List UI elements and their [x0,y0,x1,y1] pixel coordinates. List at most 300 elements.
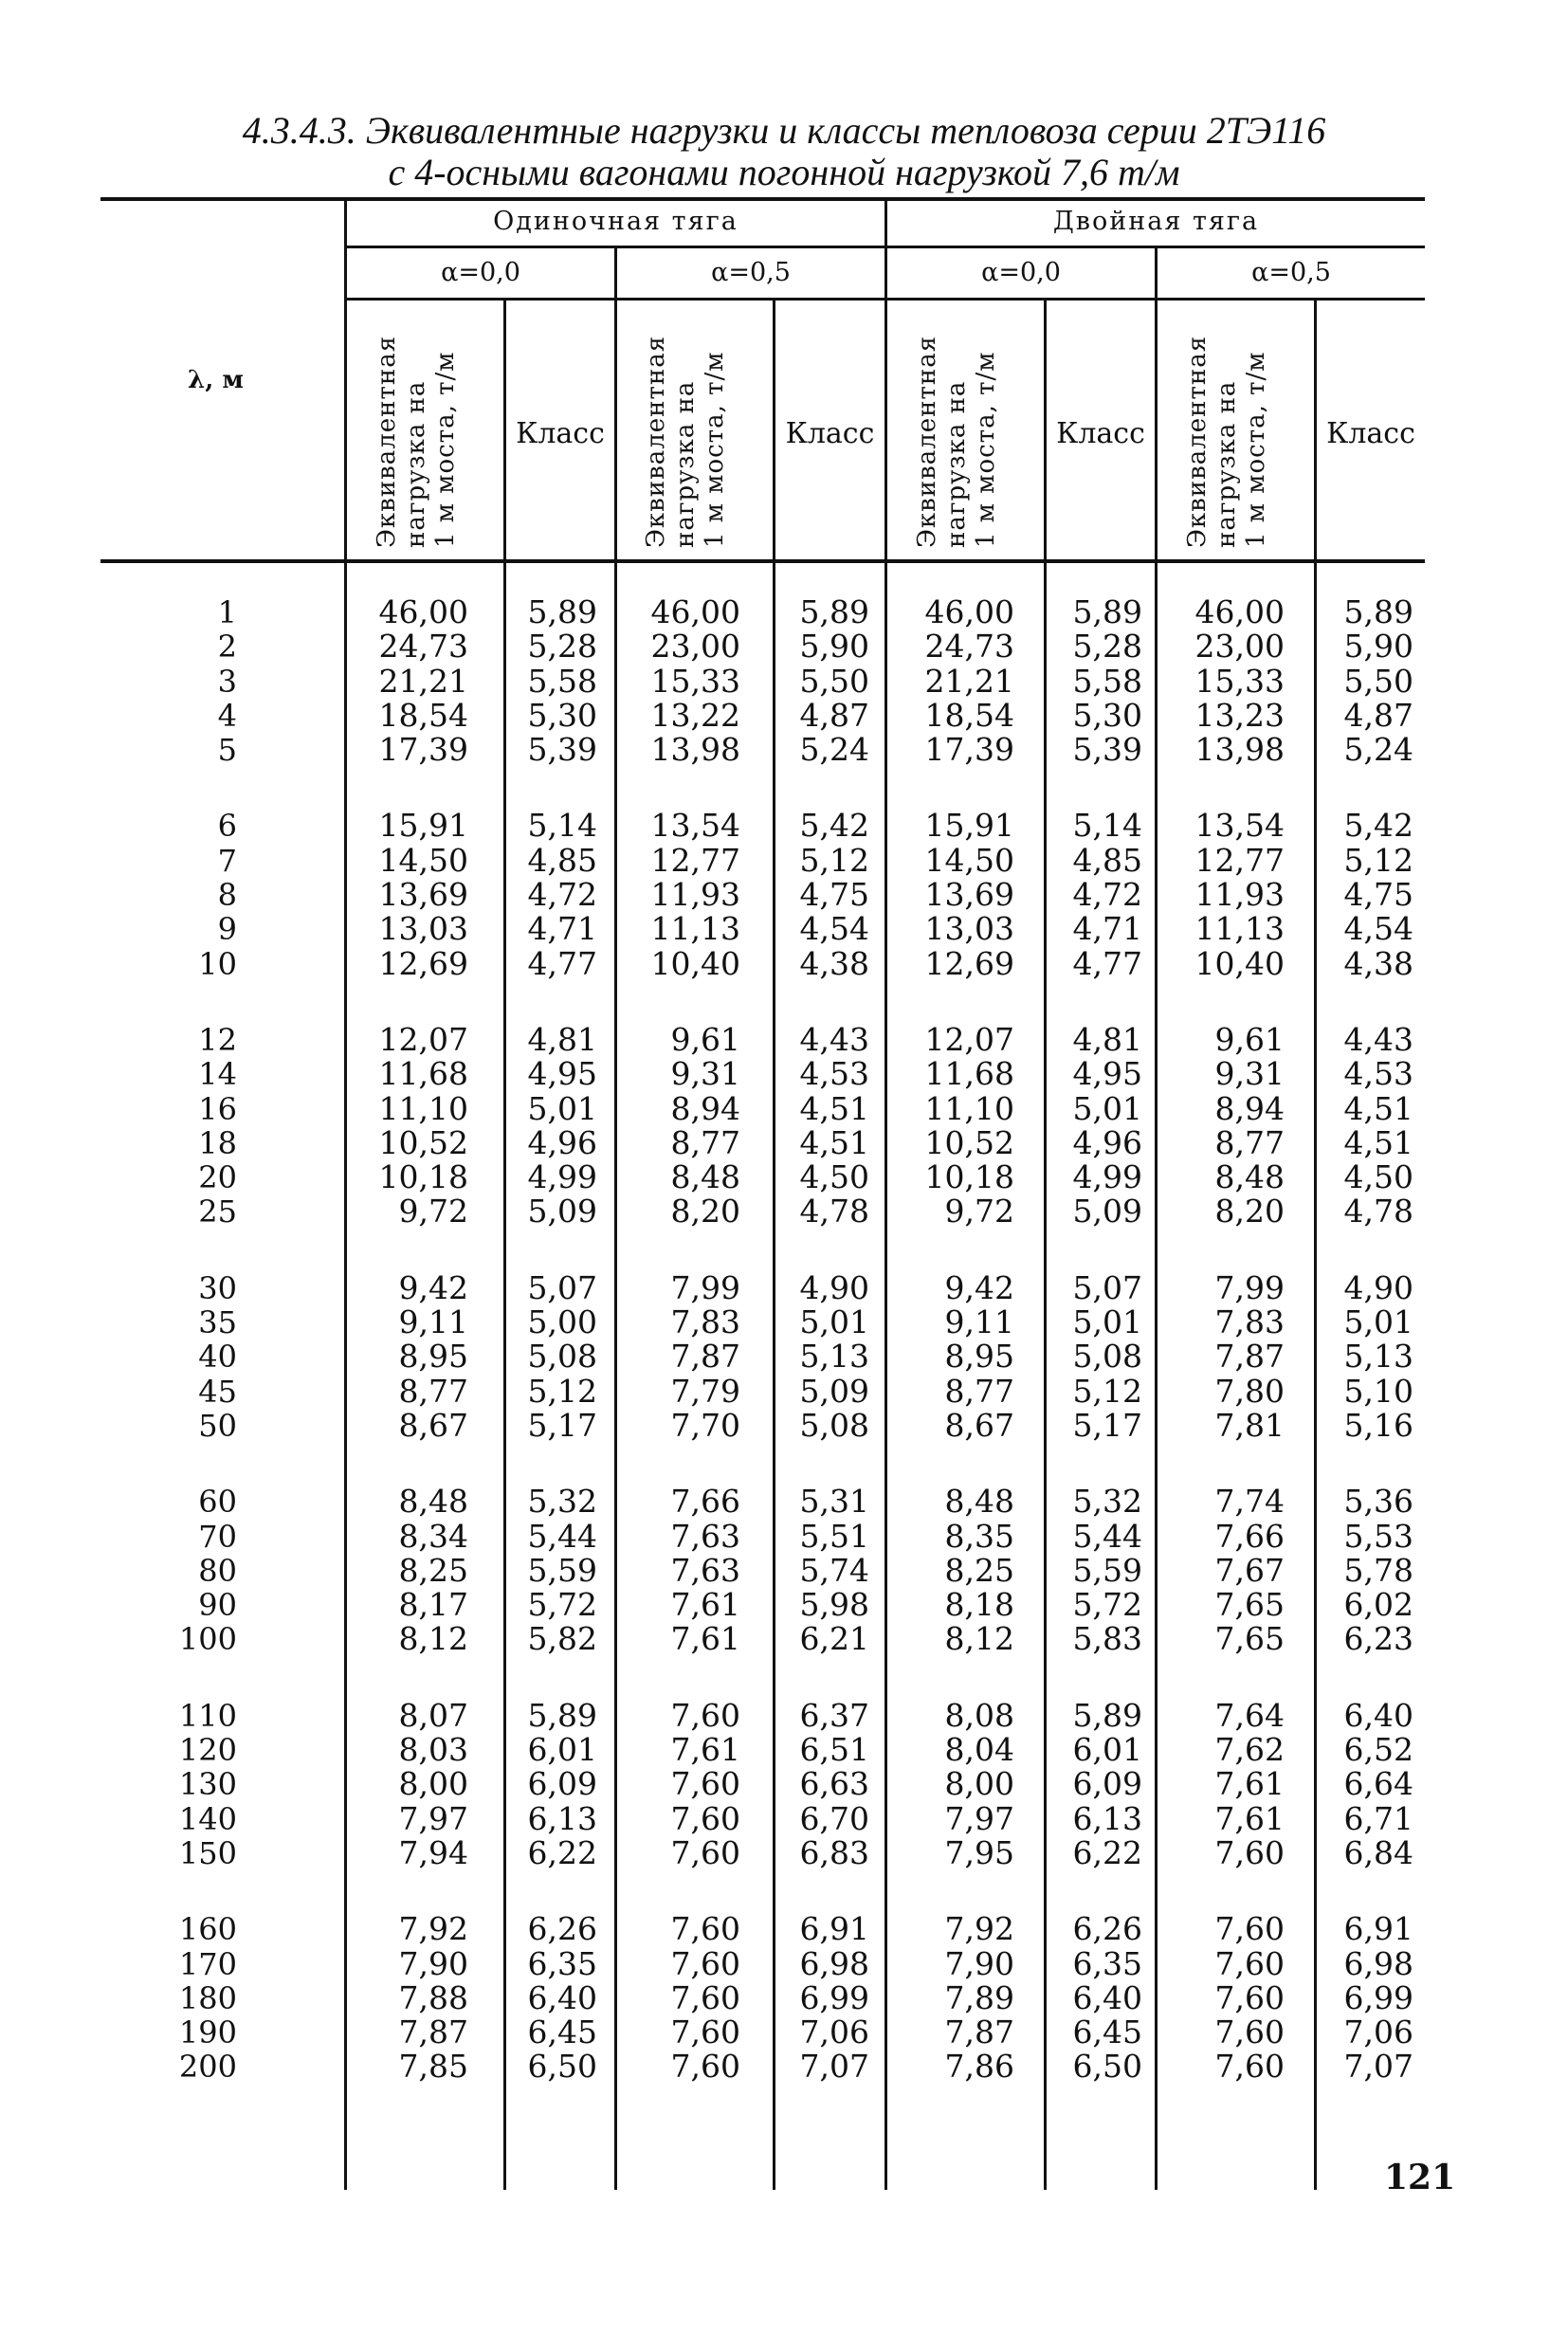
table-cell: 13,03 [378,910,468,948]
group-spacer [1052,1443,1142,1485]
table-cell: 7,60 [1214,1910,1285,1948]
table-cell: 7,94 [398,1833,468,1871]
group-spacer [901,1230,1014,1271]
group-spacer [779,1657,869,1699]
group-spacer [779,767,869,809]
group-spacer [1322,1870,1413,1912]
table-cell: 7,83 [1214,1303,1285,1341]
group-spacer [512,1443,597,1485]
table-cell: 8,67 [944,1406,1014,1444]
table-cell: 4,71 [527,910,597,948]
table-cell: 14 [198,1056,237,1093]
table-cell: 110 [178,1697,237,1734]
table-cell: 5,08 [1072,1338,1142,1376]
group-spacer [512,767,597,809]
table-cell: 6,21 [799,1620,869,1658]
table-cell: 11,93 [1194,876,1285,914]
table-cell: 6,22 [527,1833,597,1871]
table-cell: 5,07 [1072,1268,1142,1306]
table-cell: 12,07 [378,1020,468,1058]
table-cell: 7,83 [670,1303,740,1341]
table-cell: 6,01 [1072,1731,1142,1769]
table-cell: 7,60 [1214,1833,1285,1871]
group-spacer [1052,1230,1142,1271]
table-cell: 5,09 [527,1193,597,1230]
table-cell: 6,35 [527,1944,597,1982]
table-cell: 5,01 [1072,1089,1142,1127]
table-cell: 5,13 [1343,1338,1413,1376]
table-cell: 6,64 [1343,1765,1413,1803]
caption-line-2: с 4-осными вагонами погонной нагрузкой 7,6 т/м [388,151,1180,193]
header-double-alpha-05: α=0,5 [1251,258,1331,287]
table-cell: 7,89 [944,1978,1014,2016]
table-cell: 7,66 [670,1483,740,1521]
table-cell: 5,01 [1072,1303,1142,1341]
table-cell: 8,48 [398,1483,468,1521]
table-cell: 7,60 [670,2014,740,2051]
group-spacer [779,1443,869,1485]
table-cell: 6,26 [1072,1910,1142,1948]
table-cell: 6,51 [799,1731,869,1769]
table-cell: 7,80 [1214,1372,1285,1410]
table-cell: 8,07 [398,1696,468,1734]
group-spacer [779,1230,869,1271]
table-cell: 6,01 [527,1731,597,1769]
group-spacer [630,1657,740,1699]
table-cell: 7,99 [670,1268,740,1306]
table-cell: 5,16 [1343,1406,1413,1444]
table-cell: 5,01 [799,1303,869,1341]
table-cell: 50 [198,1407,237,1444]
table-cell: 40 [198,1339,237,1376]
table-cell: 4,85 [1072,841,1142,879]
table-cell: 7,92 [398,1910,468,1948]
table-cell: 7,92 [944,1910,1014,1948]
table-cell: 6,37 [799,1696,869,1734]
table-cell: 7,60 [1214,2048,1285,2086]
table-cell: 46,00 [650,593,740,630]
table-cell: 60 [198,1484,237,1521]
table-cell: 6,45 [1072,2014,1142,2051]
table-cell: 8,48 [670,1158,740,1196]
table-cell: 7,60 [670,1910,740,1948]
table-cell: 9,72 [398,1193,468,1230]
table-cell: 10,18 [924,1158,1014,1196]
table-cell: 11,10 [924,1089,1014,1127]
table-cell: 100 [178,1621,237,1658]
table-cell: 4,85 [527,841,597,879]
group-spacer [1171,1443,1285,1485]
table-cell: 7,87 [398,2014,468,2051]
table-cell: 4,43 [799,1020,869,1058]
table-cell: 9,11 [944,1303,1014,1341]
table-cell: 18,54 [924,696,1014,734]
table-cell: 8,48 [944,1483,1014,1521]
table-cell: 5,01 [1343,1303,1413,1341]
table-cell: 5,39 [1072,731,1142,769]
table-cell: 4,87 [1343,696,1413,734]
group-spacer [901,1870,1014,1912]
group-spacer [360,981,468,1023]
table-cell: 90 [198,1587,237,1624]
table-cell: 9 [217,911,237,948]
table-cell: 10,18 [378,1158,468,1196]
table-cell: 9,42 [398,1268,468,1306]
table-cell: 15,33 [650,662,740,700]
table-cell: 5,59 [527,1551,597,1589]
table-cell: 15,91 [924,807,1014,845]
table-cell: 4,95 [1072,1055,1142,1093]
header-single-a05-load: Эквивалентная нагрузка на 1 м моста, т/м [642,335,729,548]
table-cell: 5,07 [527,1268,597,1306]
table-cell: 25 [198,1194,237,1230]
table-cell: 46,00 [1194,593,1285,630]
group-spacer [512,1870,597,1912]
group-spacer [152,1230,237,1271]
table-cell: 7,60 [670,1944,740,1982]
table-cell: 8,12 [944,1620,1014,1658]
group-spacer [901,1657,1014,1699]
column-single-a00-load [360,595,468,2085]
table-cell: 9,72 [944,1193,1014,1230]
header-bottom-rule [100,559,1425,563]
table-cell: 10,52 [924,1123,1014,1161]
table-cell: 180 [178,1979,237,2016]
table-cell: 5,51 [799,1517,869,1555]
table-cell: 5,90 [1343,628,1413,665]
table-cell: 8,18 [944,1586,1014,1624]
group-spacer [901,1443,1014,1485]
table-cell: 6,13 [527,1799,597,1837]
group-spacer [630,981,740,1023]
table-cell: 5,17 [1072,1406,1142,1444]
divider-single-a05 [773,301,775,2190]
table-cell: 4,81 [1072,1020,1142,1058]
header-single-a05-class: Класс [785,417,875,450]
table-cell: 5,00 [527,1303,597,1341]
table-cell: 7,61 [670,1620,740,1658]
table-cell: 1 [217,594,237,630]
table-cell: 35 [198,1304,237,1341]
table-cell: 8,35 [944,1517,1014,1555]
table-cell: 7,65 [1214,1586,1285,1624]
table-cell: 24,73 [378,628,468,665]
table-cell: 8,67 [398,1406,468,1444]
table-cell: 6,09 [527,1765,597,1803]
table-cell: 6,50 [527,2048,597,2086]
header-double-a00-load: Эквивалентная нагрузка на 1 м моста, т/м [913,335,1000,548]
table-cell: 5,72 [527,1586,597,1624]
table-cell: 6,52 [1343,1731,1413,1769]
table-cell: 8,94 [1214,1089,1285,1127]
table-cell: 8,12 [398,1620,468,1658]
table-cell: 4,38 [799,944,869,982]
table-cell: 7,85 [398,2048,468,2086]
table-cell: 5,74 [799,1551,869,1589]
table-cell: 120 [178,1732,237,1769]
table-cell: 5,50 [1343,662,1413,700]
table-cell: 9,42 [944,1268,1014,1306]
table-cell: 5,58 [527,662,597,700]
table-cell: 7,65 [1214,1620,1285,1658]
header-lambda: λ, м [188,366,244,394]
table-cell: 5,53 [1343,1517,1413,1555]
table-cell: 11,13 [1194,910,1285,948]
table-cell: 8,77 [398,1372,468,1410]
table-cell: 6,23 [1343,1620,1413,1658]
table-cell: 4,77 [527,944,597,982]
group-spacer [512,1230,597,1271]
table-cell: 4,72 [1072,876,1142,914]
table-top-rule [100,197,1425,201]
group-spacer [360,1230,468,1271]
table-cell: 4,90 [1343,1268,1413,1306]
table-cell: 5,89 [799,593,869,630]
table-cell: 7,60 [670,1833,740,1871]
table-cell: 10,40 [650,944,740,982]
table-cell: 5,83 [1072,1620,1142,1658]
table-cell: 12,77 [1194,841,1285,879]
table-cell: 8,48 [1214,1158,1285,1196]
table-cell: 23,00 [650,628,740,665]
table-cell: 4,50 [799,1158,869,1196]
table-cell: 150 [178,1834,237,1871]
table-cell: 12,77 [650,841,740,879]
table-cell: 5,89 [1072,1696,1142,1734]
table-cell: 5,13 [799,1338,869,1376]
table-cell: 5,72 [1072,1586,1142,1624]
table-cell: 6,63 [799,1765,869,1803]
table-cell: 5,89 [527,1696,597,1734]
table-cell: 4,43 [1343,1020,1413,1058]
table-cell: 4,87 [799,696,869,734]
table-cell: 7,90 [944,1944,1014,1982]
table-cell: 14,50 [378,841,468,879]
table-cell: 8,20 [670,1193,740,1230]
table-cell: 5,09 [1072,1193,1142,1230]
column-double-a05-class [1322,595,1413,2085]
header-single-alpha-05: α=0,5 [711,258,791,287]
table-cell: 8,94 [670,1089,740,1127]
table-cell: 15,33 [1194,662,1285,700]
table-cell: 13,69 [924,876,1014,914]
table-cell: 4,99 [527,1158,597,1196]
table-cell: 6,99 [799,1978,869,2016]
table-cell: 7,61 [670,1731,740,1769]
table-cell: 7,67 [1214,1551,1285,1589]
table-cell: 5,24 [799,731,869,769]
column-lambda [152,595,237,2085]
table-cell: 7 [217,842,237,879]
table-cell: 7,61 [1214,1765,1285,1803]
table-cell: 8,20 [1214,1193,1285,1230]
table-cell: 8,08 [944,1696,1014,1734]
table-cell: 5,31 [799,1483,869,1521]
table-cell: 6,13 [1072,1799,1142,1837]
table-cell: 13,54 [650,807,740,845]
table-cell: 5,50 [799,662,869,700]
table-cell: 5,28 [527,628,597,665]
table-cell: 5,78 [1343,1551,1413,1589]
table-cell: 45 [198,1373,237,1410]
table-cell: 11,93 [650,876,740,914]
table-cell: 17,39 [924,731,1014,769]
table-cell: 5,12 [527,1372,597,1410]
group-spacer [152,1870,237,1912]
table-cell: 9,61 [1214,1020,1285,1058]
table-cell: 6,40 [1343,1696,1413,1734]
group-spacer [152,1657,237,1699]
table-cell: 13,22 [650,696,740,734]
group-spacer [901,767,1014,809]
table-cell: 5,89 [1343,593,1413,630]
table-cell: 7,90 [398,1944,468,1982]
table-cell: 140 [178,1800,237,1837]
table-cell: 6,98 [799,1944,869,1982]
table-cell: 46,00 [378,593,468,630]
group-spacer [1322,981,1413,1023]
table-cell: 5,90 [799,628,869,665]
table-cell: 5,58 [1072,662,1142,700]
table-cell: 5,32 [1072,1483,1142,1521]
group-spacer [1322,1657,1413,1699]
table-cell: 18,54 [378,696,468,734]
table-cell: 8,25 [944,1551,1014,1589]
table-cell: 6,91 [1343,1910,1413,1948]
group-spacer [1052,767,1142,809]
column-double-a00-load [901,595,1014,2085]
table-cell: 13,54 [1194,807,1285,845]
table-cell: 6,02 [1343,1586,1413,1624]
group-spacer [630,1443,740,1485]
table-cell: 7,06 [799,2014,869,2051]
table-cell: 4,38 [1343,944,1413,982]
table-cell: 8,25 [398,1551,468,1589]
table-cell: 4,78 [1343,1193,1413,1230]
table-cell: 7,07 [799,2048,869,2086]
table-cell: 7,97 [398,1799,468,1837]
table-cell: 4,51 [799,1089,869,1127]
table-cell: 7,61 [1214,1799,1285,1837]
table-cell: 7,74 [1214,1483,1285,1521]
table-cell: 6,84 [1343,1833,1413,1871]
table-cell: 46,00 [924,593,1014,630]
table-cell: 7,66 [1214,1517,1285,1555]
table-cell: 6,26 [527,1910,597,1948]
group-spacer [1171,1230,1285,1271]
table-cell: 7,62 [1214,1731,1285,1769]
table-cell: 21,21 [378,662,468,700]
group-spacer [1322,1443,1413,1485]
table-cell: 9,11 [398,1303,468,1341]
header-double-traction: Двойная тяга [1052,207,1260,236]
header-double-a00-class: Класс [1056,417,1145,450]
divider-double-alpha [1155,248,1158,2190]
table-cell: 4,95 [527,1055,597,1093]
table-cell: 4,53 [1343,1055,1413,1093]
table-cell: 5,89 [527,593,597,630]
table-cell: 7,81 [1214,1406,1285,1444]
table-cell: 5,98 [799,1586,869,1624]
group-spacer [1322,1230,1413,1271]
table-cell: 2 [217,629,237,665]
table-cell: 5,39 [527,731,597,769]
table-cell: 18 [198,1124,237,1161]
group-spacer [901,981,1014,1023]
table-cell: 4,75 [1343,876,1413,914]
group-spacer [1322,767,1413,809]
table-cell: 160 [178,1911,237,1948]
divider-double-a05 [1314,301,1317,2190]
table-cell: 10 [198,945,237,982]
table-cell: 4,77 [1072,944,1142,982]
table-cell: 30 [198,1269,237,1306]
table-cell: 8,77 [944,1372,1014,1410]
table-cell: 6 [217,808,237,845]
header-double-a05-class: Класс [1326,417,1415,450]
table-cell: 5,30 [1072,696,1142,734]
table-cell: 8,03 [398,1731,468,1769]
table-cell: 7,87 [944,2014,1014,2051]
table-cell: 5,82 [527,1620,597,1658]
divider-single-a00 [503,301,506,2190]
table-cell: 5,32 [527,1483,597,1521]
table-cell: 7,87 [670,1338,740,1376]
group-spacer [512,1657,597,1699]
table-cell: 4,96 [1072,1123,1142,1161]
group-spacer [152,767,237,809]
table-cell: 10,40 [1194,944,1285,982]
table-cell: 20 [198,1159,237,1196]
table-cell: 6,50 [1072,2048,1142,2086]
table-cell: 14,50 [924,841,1014,879]
table-cell: 5,14 [1072,807,1142,845]
table-cell: 7,99 [1214,1268,1285,1306]
table-cell: 13,69 [378,876,468,914]
table-cell: 70 [198,1518,237,1555]
table-cell: 7,60 [670,1799,740,1837]
table-cell: 8,77 [670,1123,740,1161]
column-single-a05-load [630,595,740,2085]
table-cell: 8 [217,877,237,914]
table-cell: 24,73 [924,628,1014,665]
table-cell: 6,09 [1072,1765,1142,1803]
table-cell: 5,59 [1072,1551,1142,1589]
table-cell: 8,17 [398,1586,468,1624]
divider-lambda [344,201,347,2190]
table-cell: 5,28 [1072,628,1142,665]
table-cell: 4,53 [799,1055,869,1093]
table-cell: 11,68 [924,1055,1014,1093]
table-cell: 7,87 [1214,1338,1285,1376]
table-cell: 9,61 [670,1020,740,1058]
group-spacer [152,1443,237,1485]
table-cell: 6,35 [1072,1944,1142,1982]
table-cell: 5,17 [527,1406,597,1444]
table-cell: 5,14 [527,807,597,845]
table-cell: 130 [178,1766,237,1803]
table-cell: 7,60 [670,1765,740,1803]
table-cell: 6,45 [527,2014,597,2051]
table-cell: 7,60 [1214,1978,1285,2016]
table-cell: 6,99 [1343,1978,1413,2016]
divider-single-alpha [614,248,617,2190]
table-cell: 10,52 [378,1123,468,1161]
table-cell: 7,60 [670,2048,740,2086]
table-cell: 11,10 [378,1089,468,1127]
table-cell: 23,00 [1194,628,1285,665]
table-cell: 6,83 [799,1833,869,1871]
